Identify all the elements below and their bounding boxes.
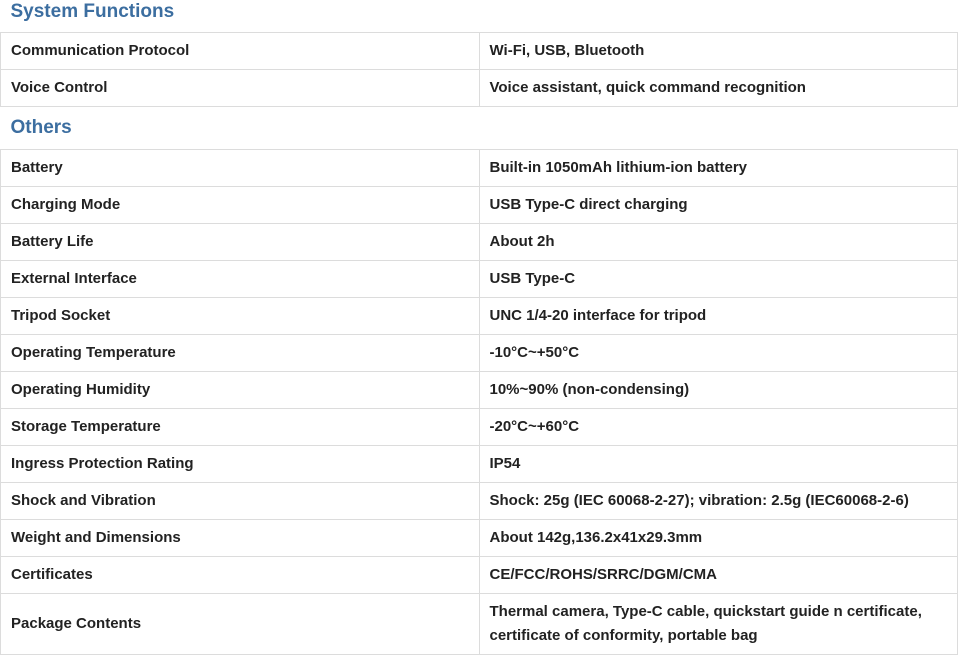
table-row [1,150,958,187]
spec-label: Charging Mode [1,187,480,224]
spec-value: 10%~90% (non-condensing) [479,372,958,409]
spec-label: Battery [1,150,480,187]
spec-value: Built-in 1050mAh lithium-ion battery [479,150,958,187]
spec-value: Thermal camera, Type-C cable, quickstart guide n certificate, certificate of conformity, portable bag [479,594,958,655]
spec-label: Certificates [1,557,480,594]
section-header-system-functions [1,0,958,33]
spec-label: Voice Control [1,70,480,107]
spec-value: About 2h [479,224,958,261]
spec-value: CE/FCC/ROHS/SRRC/DGM/CMA [479,557,958,594]
spec-label: Shock and Vibration [1,483,480,520]
spec-label: External Interface [1,261,480,298]
table-row [1,224,958,261]
table-row [1,261,958,298]
spec-value: About 142g,136.2x41x29.3mm [479,520,958,557]
table-row [1,446,958,483]
spec-value: Wi-Fi, USB, Bluetooth [479,33,958,70]
table-row [1,372,958,409]
spec-label: Weight and Dimensions [1,520,480,557]
spec-value: USB Type-C direct charging [479,187,958,224]
table-row [1,557,958,594]
spec-value: UNC 1/4-20 interface for tripod [479,298,958,335]
table-row [1,335,958,372]
spec-label: Operating Temperature [1,335,480,372]
table-row [1,33,958,70]
spec-value: Voice assistant, quick command recognition [479,70,958,107]
table-row [1,409,958,446]
section-title: System Functions [1,0,958,33]
section-header-others [1,107,958,150]
spec-value: IP54 [479,446,958,483]
spec-value: -20°C~+60°C [479,409,958,446]
spec-value: USB Type-C [479,261,958,298]
spec-label: Operating Humidity [1,372,480,409]
spec-label: Storage Temperature [1,409,480,446]
section-title: Others [1,107,958,150]
spec-value: -10°C~+50°C [479,335,958,372]
spec-label: Package Contents [1,594,480,655]
table-row [1,187,958,224]
spec-label: Tripod Socket [1,298,480,335]
table-row [1,298,958,335]
table-row [1,70,958,107]
spec-value: Shock: 25g (IEC 60068-2-27); vibration: 2.5g (IEC60068-2-6) [479,483,958,520]
spec-label: Battery Life [1,224,480,261]
spec-label: Communication Protocol [1,33,480,70]
table-row [1,520,958,557]
table-row [1,594,958,655]
table-row [1,483,958,520]
spec-label: Ingress Protection Rating [1,446,480,483]
